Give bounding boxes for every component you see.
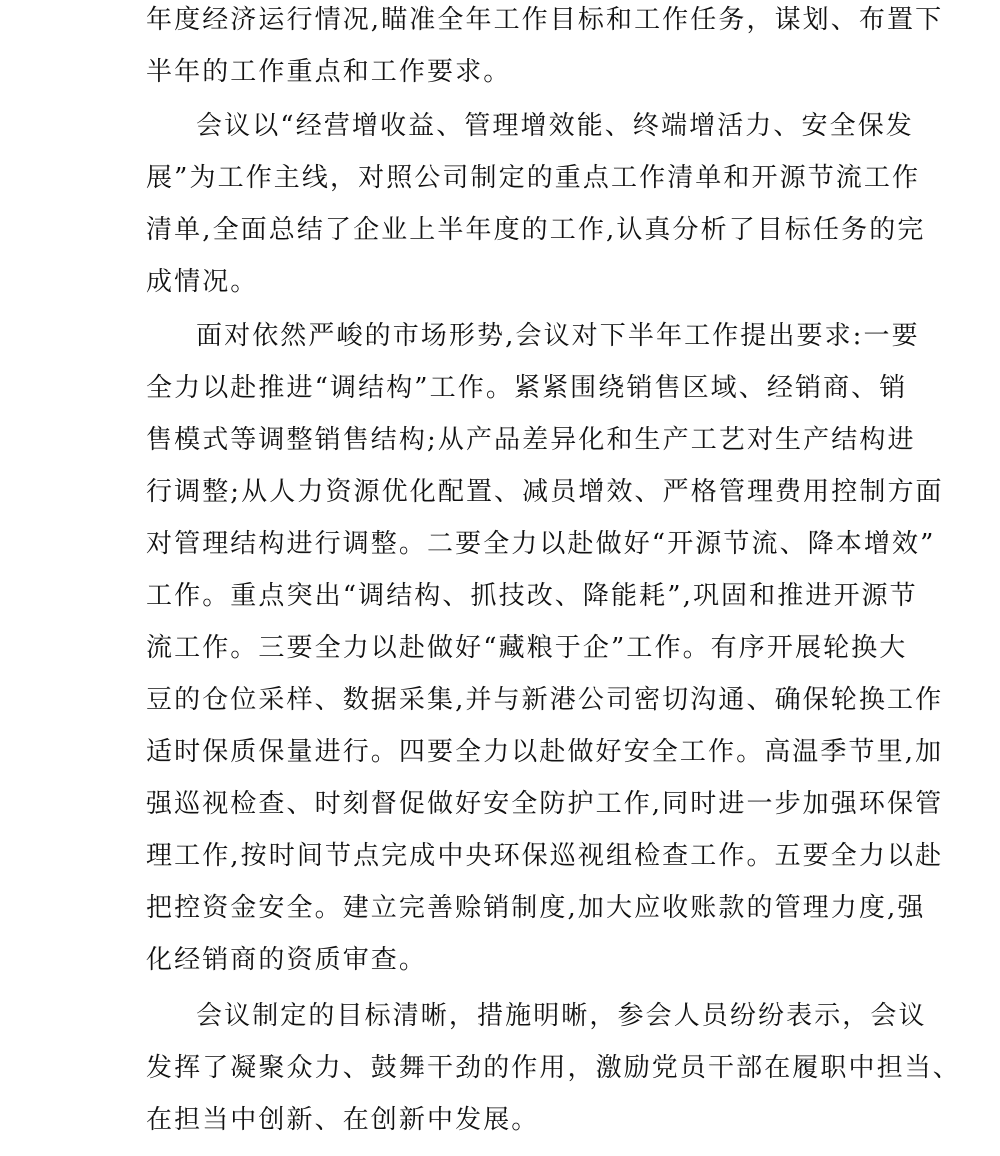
text-line: 化经销商的资质审查。 (146, 945, 428, 975)
text-line: 适时保质保量进行。四要全力以赴做好安全工作。高温季节里,加 (146, 737, 944, 767)
text-line: 工作。重点突出“调结构、抓技改、降能耗”,巩固和推进开源节 (146, 581, 918, 611)
paragraph-first-line: 会议制定的目标清晰，措施明晰，参会人员纷纷表示，会议 (196, 1001, 927, 1031)
text-line: 把控资金安全。建立完善赊销制度,加大应收账款的管理力度,强 (146, 893, 926, 923)
text-line: 年度经济运行情况,瞄准全年工作目标和工作任务，谋划、布置下 (146, 5, 944, 35)
text-line: 发挥了凝聚众力、鼓舞干劲的作用，激励党员干部在履职中担当、 (146, 1053, 961, 1083)
text-line: 半年的工作重点和工作要求。 (146, 57, 512, 87)
text-line: 强巡视检查、时刻督促做好安全防护工作,同时进一步加强环保管 (146, 789, 944, 819)
text-line: 行调整;从人力资源优化配置、减员增效、严格管理费用控制方面 (146, 477, 944, 507)
text-line: 展”为工作主线，对照公司制定的重点工作清单和开源节流工作 (146, 163, 921, 193)
text-line: 成情况。 (146, 267, 259, 297)
text-line: 理工作,按时间节点完成中央环保巡视组检查工作。五要全力以赴 (146, 841, 944, 871)
paragraph-first-line: 面对依然严峻的市场形势,会议对下半年工作提出要求:一要 (196, 321, 920, 351)
paragraph-first-line: 会议以“经营增收益、管理增效能、终端增活力、安全保发 (196, 111, 914, 141)
text-line: 流工作。三要全力以赴做好“藏粮于企”工作。有序开展轮换大 (146, 633, 908, 663)
text-line: 全力以赴推进“调结构”工作。紧紧围绕销售区域、经销商、销 (146, 373, 908, 403)
text-line: 清单,全面总结了企业上半年度的工作,认真分析了目标任务的完 (146, 215, 926, 245)
text-line: 豆的仓位采样、数据采集,并与新港公司密切沟通、确保轮换工作 (146, 685, 944, 715)
text-line: 售模式等调整销售结构;从产品差异化和生产工艺对生产结构进 (146, 425, 916, 455)
text-line: 对管理结构进行调整。二要全力以赴做好“开源节流、降本增效” (146, 529, 936, 559)
text-line: 在担当中创新、在创新中发展。 (146, 1105, 540, 1135)
